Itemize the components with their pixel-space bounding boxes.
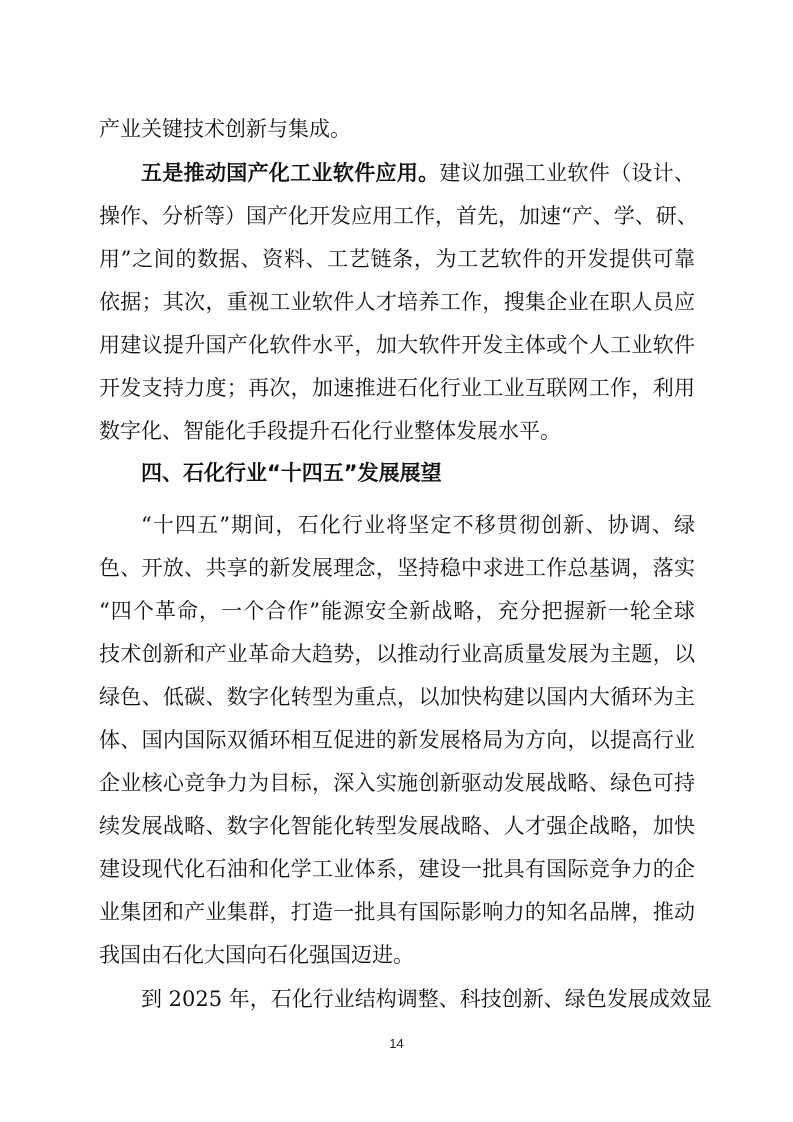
paragraph-line: 产业关键技术创新与集成。 (99, 117, 351, 141)
paragraph-line: 色、开放、共享的新发展理念，坚持稳中求进工作总基调，落实 (99, 556, 695, 580)
section-heading: 四、石化行业“十四五”发展展望 (141, 461, 442, 485)
paragraph-line: 操作、分析等）国产化开发应用工作，首先，加速“产、学、研、 (99, 204, 698, 228)
paragraph-line: 体、国内国际双循环相互促进的新发展格局为方向，以提高行业 (99, 728, 695, 752)
paragraph-line: 数字化、智能化手段提升石化行业整体发展水平。 (99, 419, 561, 443)
paragraph-first-line: “十四五”期间，石化行业将坚定不移贯彻创新、协调、绿 (141, 513, 695, 537)
paragraph-line: 开发支持力度；再次，加速推进石化行业工业互联网工作，利用 (99, 376, 695, 400)
page-number: 14 (389, 1036, 404, 1051)
paragraph-line: 依据；其次，重视工业软件人才培养工作，搜集企业在职人员应 (99, 290, 695, 314)
paragraph-line: 绿色、低碳、数字化转型为重点，以加快构建以国内大循环为主 (99, 685, 695, 709)
paragraph-line: 建设现代化石油和化学工业体系，建设一批具有国际竞争力的企 (99, 857, 695, 881)
paragraph-first-line: 到 2025 年，石化行业结构调整、科技创新、绿色发展成效显 (141, 987, 712, 1011)
paragraph-line: 企业核心竞争力为目标，深入实施创新驱动发展战略、绿色可持 (99, 771, 695, 795)
paragraph-line: 用建议提升国产化软件水平，加大软件开发主体或个人工业软件 (99, 333, 695, 357)
paragraph-line: 我国由石化大国向石化强国迈进。 (99, 943, 414, 967)
paragraph-line: 续发展战略、数字化智能化转型发展战略、人才强企战略，加快 (99, 814, 695, 838)
paragraph-line: 技术创新和产业革命大趋势，以推动行业高质量发展为主题，以 (99, 642, 695, 666)
paragraph-line: “四个革命，一个合作”能源安全新战略，充分把握新一轮全球 (99, 599, 695, 623)
paragraph-text: 建议加强工业软件（设计、 (439, 161, 696, 185)
paragraph-line: 用”之间的数据、资料、工艺链条，为工艺软件的开发提供可靠 (99, 247, 695, 271)
paragraph-first-line (141, 158, 695, 188)
paragraph-line: 业集团和产业集群，打造一批具有国际影响力的知名品牌，推动 (99, 900, 695, 924)
bold-lead-text: 五是推动国产化工业软件应用。 (141, 161, 440, 185)
